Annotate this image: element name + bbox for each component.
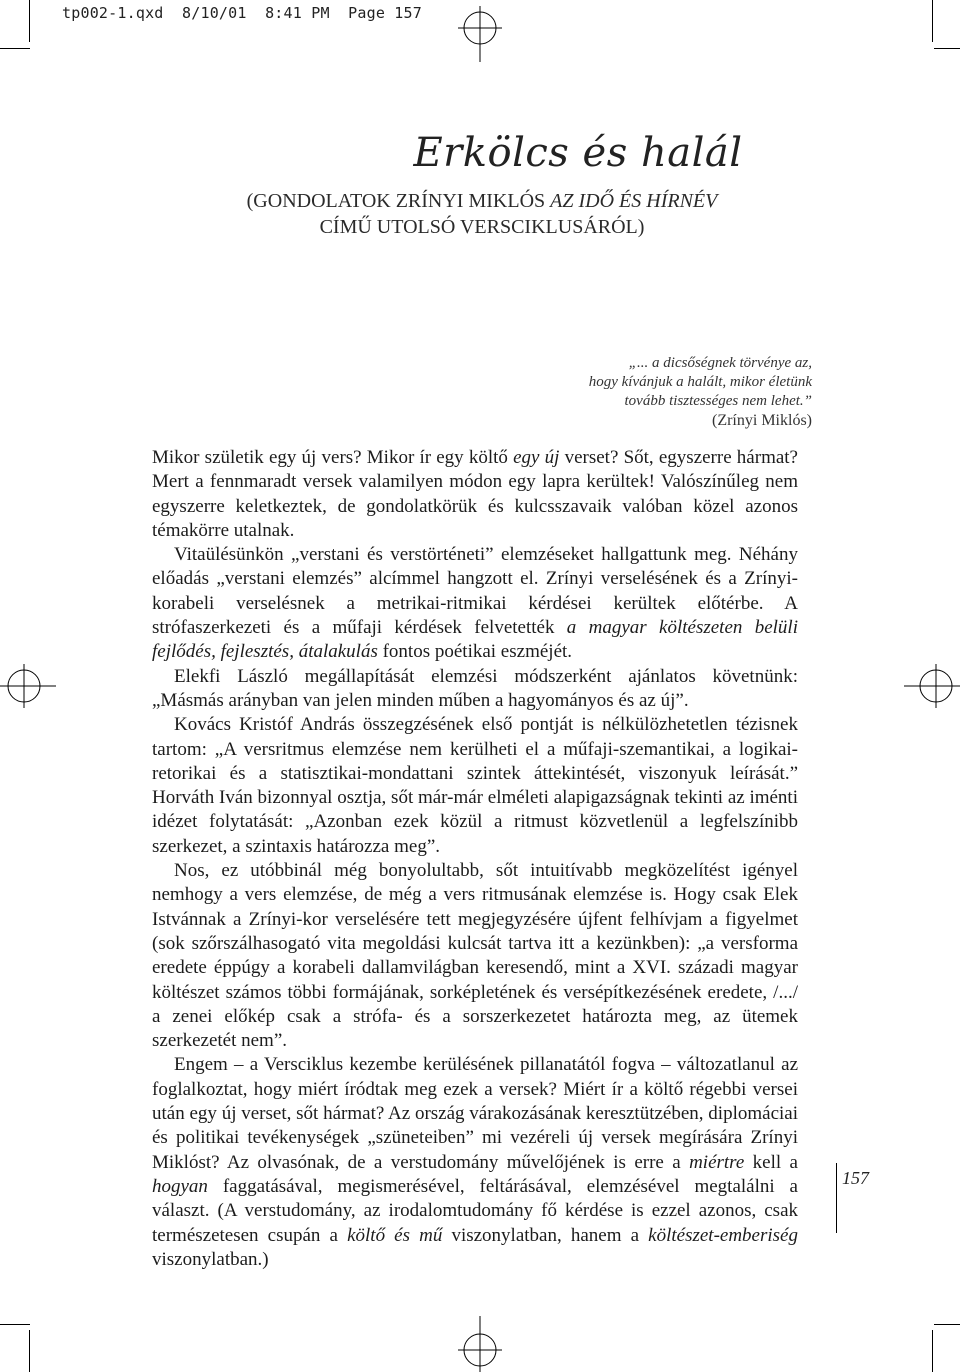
registration-mark-left (0, 658, 56, 714)
article-title (0, 130, 960, 176)
crop-mark (0, 48, 30, 49)
crop-mark (934, 48, 960, 49)
subtitle-line-1 (232, 188, 732, 214)
subtitle-line-1-italic: AZ IDŐ ÉS HÍRNÉV (550, 190, 718, 212)
paragraph: Kovács Kristóf András összegzésének első pontját is nélkülözhetetlen tézisnek tartom: „A versritmus elemzése nem kerülheti el a műfaji-szemantikai, a logikai-retorikai és a statisztikai-mondattani szintek áttekintését, viszonyuk leírását.” Horváth Iván bizonnyal osztja, sőt már-már elméleti alapigazságnak tekinti az iménti idézet folytatását: „Azonban ezek közül a ritmust közvetlenül a legfelszínibb szerkezet, a szintaxis határozza meg”. (152, 714, 798, 857)
epigraph-line: „... a dicsőségnek törvénye az, (628, 355, 812, 371)
paragraph-emphasis: a magyar költészeten belüli fejlődés, fejlesztés, átalakulás (152, 617, 798, 663)
paragraph-emphasis: hogyan (152, 1175, 208, 1197)
registration-mark-bottom (452, 1316, 508, 1372)
epigraph-line: hogy kívánjuk a halált, mikor életünk (588, 374, 812, 390)
article-subtitle (232, 188, 732, 240)
paragraph (152, 543, 798, 664)
paragraph-emphasis: költő és mű (347, 1224, 443, 1246)
epigraph-author: (Zrínyi Miklós) (712, 412, 812, 429)
crop-mark (0, 1324, 30, 1325)
paragraph-text: viszonylatban.) (152, 1248, 269, 1270)
paragraph (152, 446, 798, 543)
crop-mark (29, 0, 30, 42)
crop-mark (934, 1324, 960, 1325)
paragraph-text: viszonylatban, hanem a (442, 1224, 649, 1246)
epigraph-line: tovább tisztességes nem lehet.” (624, 393, 812, 409)
paragraph-text: kell a (744, 1151, 798, 1173)
folio-rule (836, 1163, 837, 1233)
article-title-text: Erkölcs és halál (413, 130, 743, 176)
paragraph-emphasis: költészet-emberiség (648, 1224, 798, 1246)
crop-mark (932, 0, 933, 42)
paragraph (152, 1053, 798, 1272)
crop-mark (29, 1330, 30, 1372)
paragraph: Elekfi László megállapítását elemzési módszerként ajánlatos követnünk: „Másmás arányban van jelen minden műben a hagyományos és az új”. (152, 665, 798, 711)
registration-mark-right (904, 658, 960, 714)
paragraph-text: verset? Sőt, egyszerre hármat? Mert a fennmaradt versek valamilyen módon egy lapra kerültek! Valószínűleg nem egyszerre keletkeztek, de gondolatkörük és kulcsszavaik valóban közel azonos témakörre utalnak. (152, 447, 798, 541)
page-number: 157 (842, 1168, 869, 1188)
paragraph: Nos, ez utóbbinál még bonyolultabb, sőt intuitívabb megközelítést igényel nemhogy a vers elemzése, de még a vers ritmusának elemzése is. Hogy csak Elek Istvánnak a Zrínyi-kor verselésére tett megjegyzésére újfent felhívjam a figyelmet (sok szőrszálhasogató vita megoldási kulcsát tartva itt a kezünkben): „a versforma eredete éppúgy a korabeli dallamvilágban keresendő, mint a XVI. századi magyar költészet számos többi formájának, sorképletének és versépítkezésének eredete, /.../ a zenei előkép csak a strófa- és a sorszerkezetet határozta meg, az ütemek szerkezetét nem”. (152, 860, 798, 1052)
epigraph (512, 354, 812, 430)
subtitle-line-1-roman: (GONDOLATOK ZRÍNYI MIKLÓS (246, 190, 551, 212)
article-body (152, 446, 798, 1272)
paragraph-emphasis: miértre (689, 1151, 745, 1173)
registration-mark-top (452, 6, 508, 62)
paragraph-emphasis: egy új (513, 447, 560, 468)
paragraph-text: fontos poétikai eszméjét. (377, 641, 573, 663)
crop-mark (932, 1330, 933, 1372)
paragraph-text: Vitaülésünkön „verstani és verstörténeti” elemzéseket hallgattunk meg. Néhány előadás „verstani elemzés” alcímmel hangzott el. Zrínyi verselésének és a Zrínyi-korabeli verselésnek a metrikai-ritmikai kérdései kerültek előtérbe. A strófaszerkezeti és a műfaji kérdések felvetették (152, 544, 798, 639)
file-slug: tp002-1.qxd 8/10/01 8:41 PM Page 157 (62, 4, 422, 22)
paragraph-text: Engem – a Versciklus kezembe kerülésének pillanatától fogva – változatlanul az foglalkoztat, hogy miért íródtak meg ezek a versek? Miért ír a költő régebbi versei után egy új verset, sőt hármat? Az ország várakozásának keresztützében, diplomáciai és politikai tevékenységek „szüneteiben” mi vezéreli új versek megírására Zrínyi Miklóst? Az olvasónak, de a verstudomány művelőjének is erre a (152, 1054, 798, 1173)
paragraph-text: faggatásával, megismerésével, feltárásával, elemzésével megtalálni a választ. (A verstudomány, az irodalomtudomány fő kérdése is ezzel azonos, csak természetesen csupán a (152, 1175, 798, 1246)
paragraph-text: Mikor születik egy új vers? Mikor ír egy költő (152, 447, 514, 468)
subtitle-line-2: CÍMŰ UTOLSÓ VERSCIKLUSÁRÓL) (319, 216, 645, 238)
